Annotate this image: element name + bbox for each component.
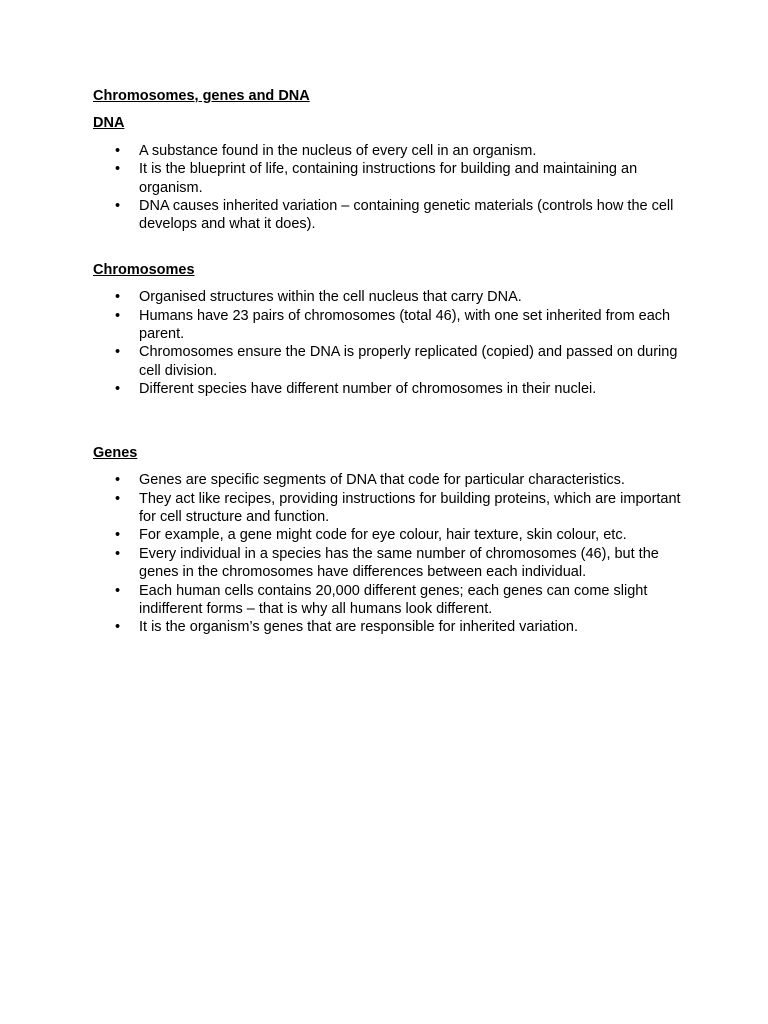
document-title: Chromosomes, genes and DNA <box>93 88 310 104</box>
chromosomes-bullet-list <box>93 288 693 398</box>
section-spacer <box>93 399 693 444</box>
list-item: • It is the organism’s genes that are responsible for inherited variation. <box>93 618 693 636</box>
list-item: • Different species have different number of chromosomes in their nuclei. <box>93 380 693 398</box>
list-item: • Organised structures within the cell nucleus that carry DNA. <box>93 288 693 306</box>
section-heading-genes: Genes <box>93 444 138 461</box>
list-item: • DNA causes inherited variation – containing genetic materials (controls how the cell develops and what it does). <box>93 197 693 234</box>
list-item: • It is the blueprint of life, containing instructions for building and maintaining an organism. <box>93 160 693 197</box>
list-item: • Genes are specific segments of DNA that code for particular characteristics. <box>93 471 693 489</box>
section-spacer <box>93 234 693 261</box>
section-heading-dna: DNA <box>93 115 125 132</box>
list-item: • A substance found in the nucleus of every cell in an organism. <box>93 142 693 160</box>
dna-bullet-list <box>93 142 693 234</box>
list-item: • For example, a gene might code for eye colour, hair texture, skin colour, etc. <box>93 526 693 544</box>
heading-spacer <box>93 279 693 288</box>
document-body <box>93 87 693 637</box>
heading-spacer <box>93 462 693 471</box>
list-item: • Chromosomes ensure the DNA is properly replicated (copied) and passed on during cell division. <box>93 343 693 380</box>
section-heading-chromosomes: Chromosomes <box>93 261 195 278</box>
list-item: • Each human cells contains 20,000 different genes; each genes can come slight indifferent forms – that is why all humans look different. <box>93 582 693 619</box>
list-item: • They act like recipes, providing instructions for building proteins, which are important for cell structure and function. <box>93 490 693 527</box>
list-item: • Every individual in a species has the same number of chromosomes (46), but the genes in the chromosomes have differences between each individual. <box>93 545 693 582</box>
list-item: • Humans have 23 pairs of chromosomes (total 46), with one set inherited from each parent. <box>93 307 693 344</box>
genes-bullet-list <box>93 471 693 637</box>
